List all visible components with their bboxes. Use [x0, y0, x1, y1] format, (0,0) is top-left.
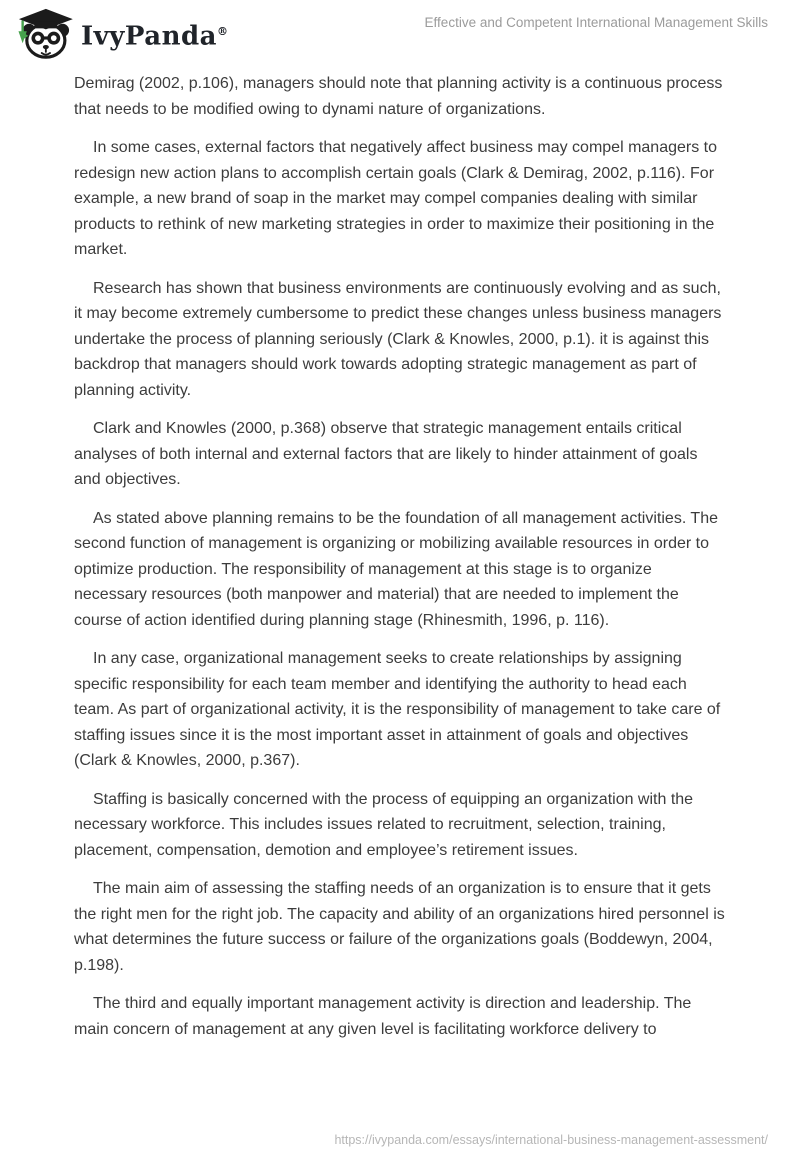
paragraph: As stated above planning remains to be the foundation of all management activities. The second function of management is organizing or mobilizing available resources in order to optimize production. The responsibility of management at this stage is to organize necessary resources (both manpower and material) that are needed to implement the course of action identified during planning stage (Rhinesmith, 1996, p. 116).	[74, 509, 718, 629]
brand-wordmark	[81, 6, 229, 63]
document-body	[74, 71, 726, 1055]
source-url: https://ivypanda.com/essays/international-business-management-assessment/	[334, 1133, 768, 1147]
registered-mark: ®	[217, 25, 229, 38]
document-title: Effective and Competent International Management Skills	[424, 15, 768, 30]
paragraph: Staffing is basically concerned with the process of equipping an organization with the necessary workforce. This includes issues related to recruitment, selection, training, placement, compensation, demotion and employee’s retirement issues.	[74, 790, 694, 859]
brand-name-text: IvyPanda	[81, 21, 218, 52]
paragraph: The third and equally important management activity is direction and leadership. The main concern of management at any given level is facilitating workforce delivery to	[74, 995, 692, 1038]
paragraph: In some cases, external factors that negatively affect business may compel managers to redesign new action plans to accomplish certain goals (Clark & Demirag, 2002, p.116). For example, a new brand of soap in the market may compel companies dealing with similar products to rethink of new marketing strategies in order to maximize their positioning in the market.	[74, 139, 718, 258]
brand-logo	[13, 6, 229, 63]
paragraph: In any case, organizational management seeks to create relationships by assigning specific responsibility for each team member and identifying the authority to head each team. As part of organizational activity, it is the responsibility of management to take care of staffing issues since it is the most important asset in attainment of goals and objectives (Clark & Knowles, 2000, p.367).	[74, 650, 721, 769]
page-header	[13, 6, 768, 60]
paragraph: Demirag (2002, p.106), managers should note that planning activity is a continuous process that needs to be modified owing to dynami nature of organizations.	[74, 75, 723, 118]
panda-graduate-icon	[13, 8, 75, 60]
paragraph: Research has shown that business environments are continuously evolving and as such, it may become extremely cumbersome to predict these changes unless business managers undertake the process of planning seriously (Clark & Knowles, 2000, p.1). it is against this backdrop that managers should work towards adopting strategic management as part of planning activity.	[74, 279, 722, 399]
paragraph: The main aim of assessing the staffing needs of an organization is to ensure that it gets the right men for the right job. The capacity and ability of an organizations hired personnel is what determines the future success or failure of the organizations goals (Boddewyn, 2004, p.198).	[74, 880, 725, 974]
paragraph: Clark and Knowles (2000, p.368) observe that strategic management entails critical analyses of both internal and external factors that are likely to hinder attainment of goals and objectives.	[74, 420, 698, 488]
